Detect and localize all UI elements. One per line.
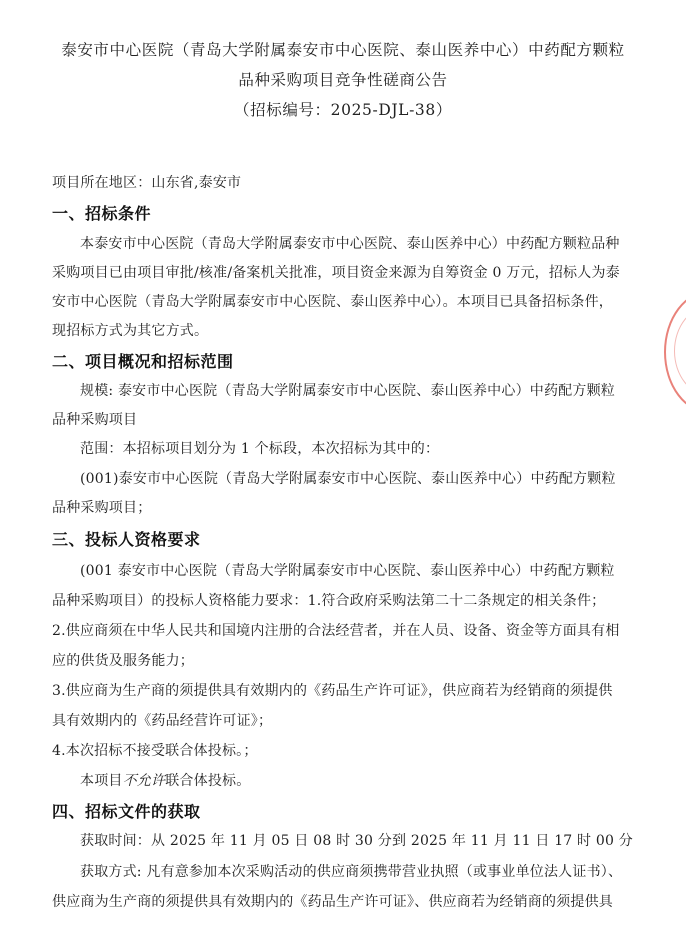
paragraph-line: 具有效期内的《药品经营许可证》； xyxy=(52,713,273,729)
paragraph-line: 品种采购项目； xyxy=(52,500,152,516)
text-suffix: 联合体投标。 xyxy=(165,773,251,789)
title-line-3: （招标编号：2025-DJL-38） xyxy=(234,101,452,119)
paragraph-line: 品种采购项目）的投标人资格能力要求：1.符合政府采购法第二十二条规定的相关条件； xyxy=(52,593,606,609)
paragraph-line: 2.供应商须在中华人民共和国境内注册的合法经营者，并在人员、设备、资金等方面具有相 xyxy=(52,623,620,639)
title-line-2: 品种采购项目竞争性磋商公告 xyxy=(238,71,448,89)
paragraph-line: 应的供货及服务能力； xyxy=(52,653,194,669)
paragraph-line: (001 泰安市中心医院（青岛大学附属泰安市中心医院、泰山医养中心）中药配方颗粒 xyxy=(80,563,615,579)
paragraph-line: 3.供应商为生产商的须提供具有效期内的《药品生产许可证》，供应商若为经销商的须提供 xyxy=(52,683,613,699)
paragraph-line: 获取时间：从 2025 年 11 月 05 日 08 时 30 分到 2025 年 11 月 11 日 17 时 00 分 xyxy=(80,833,633,849)
section-heading-1: 一、招标条件 xyxy=(52,204,152,223)
section-heading-2: 二、项目概况和招标范围 xyxy=(52,352,234,371)
paragraph-line: 安市中心医院（青岛大学附属泰安市中心医院、泰山医养中心）。本项目已具备招标条件， xyxy=(52,294,613,310)
paragraph-line: 品种采购项目 xyxy=(52,412,138,428)
paragraph-line: 供应商为生产商的须提供具有效期内的《药品生产许可证》、供应商若为经销商的须提供具 xyxy=(52,894,613,910)
paragraph-line: (001)泰安市中心医院（青岛大学附属泰安市中心医院、泰山医养中心）中药配方颗粒 xyxy=(80,471,616,487)
paragraph-line: 采购项目已由项目审批/核准/备案机关批准，项目资金来源为自筹资金 0 万元，招标人为泰 xyxy=(52,265,620,281)
section-heading-4: 四、招标文件的获取 xyxy=(52,802,201,821)
paragraph-line: 本泰安市中心医院（青岛大学附属泰安市中心医院、泰山医养中心）中药配方颗粒品种 xyxy=(80,236,620,252)
paragraph-line: 范围：本招标项目划分为 1 个标段，本次招标为其中的： xyxy=(80,441,440,457)
italic-emphasis: 不允许 xyxy=(122,773,166,789)
paragraph-line: 现招标方式为其它方式。 xyxy=(52,323,209,339)
paragraph-line: 获取方式: 凡有意参加本次采购活动的供应商须携带营业执照（或事业单位法人证书）、 xyxy=(80,864,623,880)
section-heading-3: 三、投标人资格要求 xyxy=(52,530,201,549)
text-prefix: 本项目 xyxy=(80,773,123,789)
title-line-1: 泰安市中心医院（青岛大学附属泰安市中心医院、泰山医养中心）中药配方颗粒 xyxy=(61,41,625,59)
paragraph-line-not-allowed xyxy=(80,770,250,790)
paragraph-line: 规模: 泰安市中心医院（青岛大学附属泰安市中心医院、泰山医养中心）中药配方颗粒 xyxy=(80,383,615,399)
project-region: 项目所在地区：山东省,泰安市 xyxy=(52,175,242,191)
paragraph-line: 4.本次招标不接受联合体投标。； xyxy=(52,743,258,759)
